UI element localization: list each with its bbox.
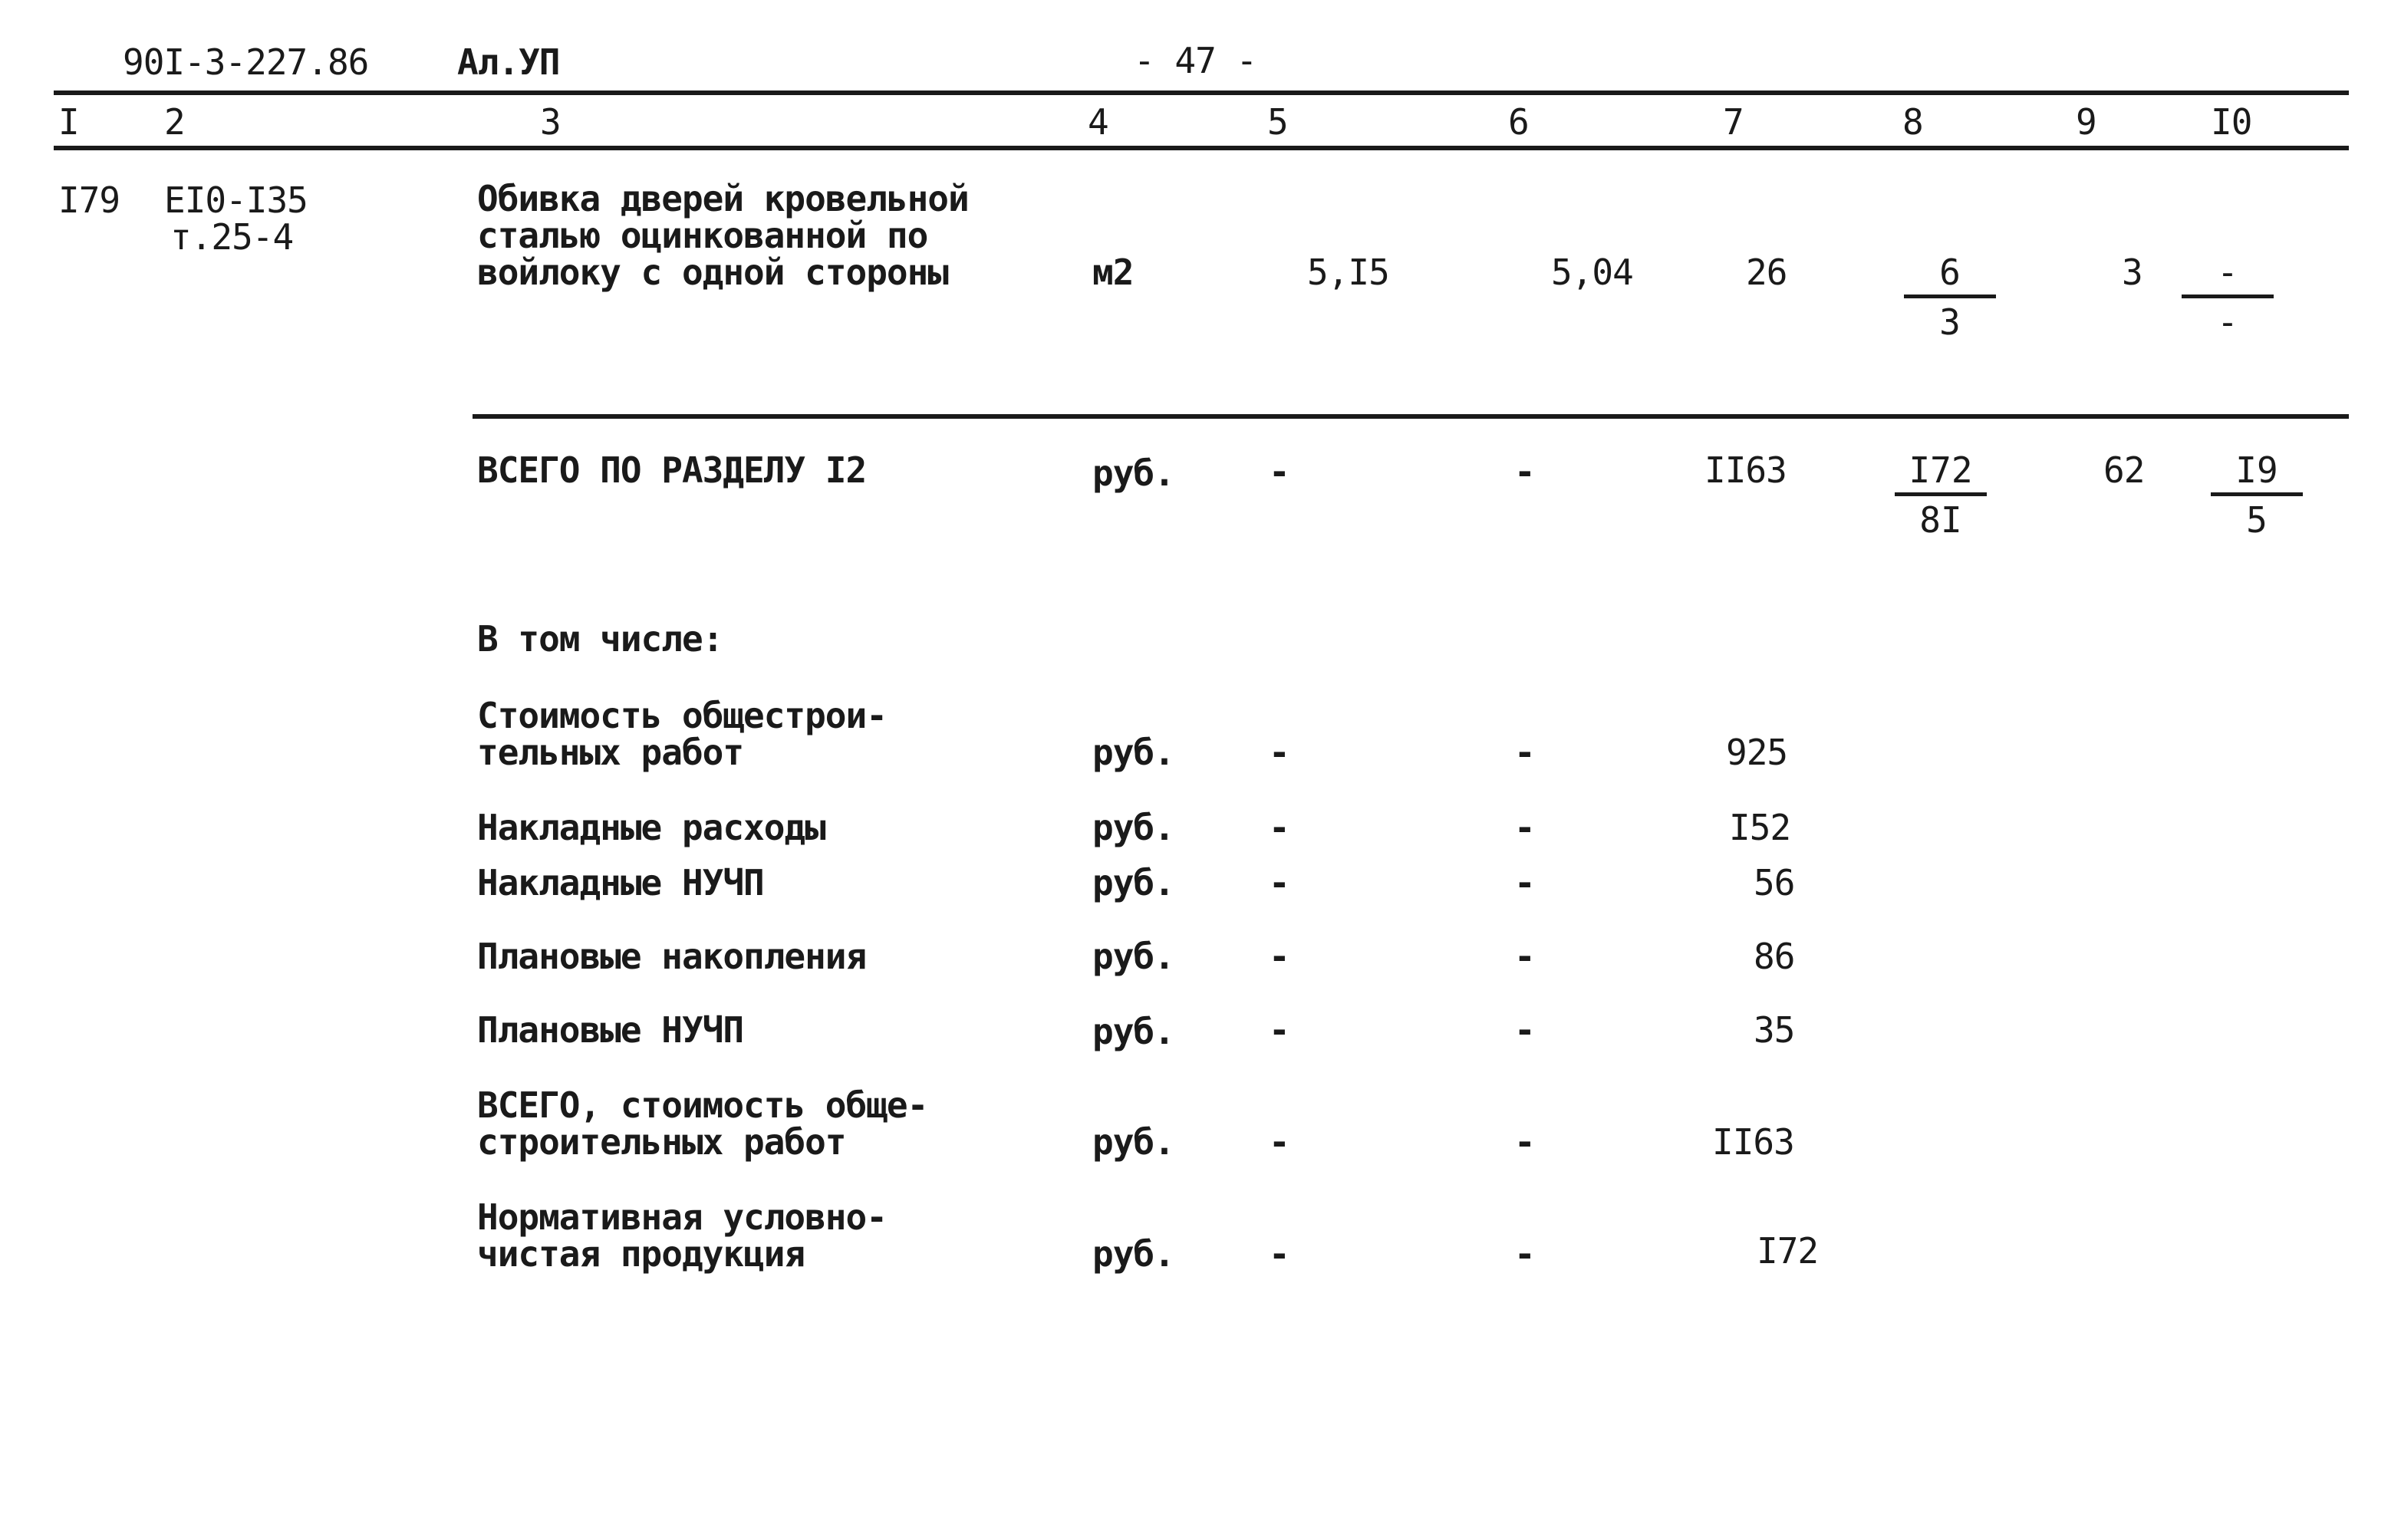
breakdown-label-line1: Плановые НУЧП xyxy=(477,1009,744,1051)
breakdown-col5: - xyxy=(1269,1009,1289,1051)
breakdown-col7: I52 xyxy=(1729,807,1791,848)
item-col5: 5,I5 xyxy=(1307,252,1389,293)
item-col10-denominator: - xyxy=(2217,301,2238,343)
item-description-line3: войлоку с одной стороны xyxy=(477,252,948,293)
breakdown-unit: руб. xyxy=(1092,1233,1174,1275)
col-header-8: 8 xyxy=(1902,101,1923,143)
breakdown-label-line2: строительных работ xyxy=(477,1121,846,1163)
breakdown-col7: 86 xyxy=(1754,936,1795,977)
breakdown-col6: - xyxy=(1514,1009,1535,1051)
total-col5: - xyxy=(1269,451,1289,492)
item-number: I79 xyxy=(58,179,120,221)
breakdown-unit: руб. xyxy=(1092,936,1174,977)
col-header-1: I xyxy=(58,101,79,143)
col-header-5: 5 xyxy=(1267,101,1288,143)
breakdown-col6: - xyxy=(1514,1121,1535,1163)
total-col8-numerator: I72 xyxy=(1895,451,1987,496)
breakdown-label-line2: чистая продукция xyxy=(477,1233,805,1275)
item-code: EI0-I35 xyxy=(164,179,308,221)
item-col8-fraction xyxy=(1904,253,1996,341)
total-col10-denominator: 5 xyxy=(2246,499,2268,541)
item-col8-denominator: 3 xyxy=(1939,301,1961,343)
breakdown-col6: - xyxy=(1514,807,1535,848)
breakdown-label-line1: Плановые накопления xyxy=(477,936,867,977)
item-col10-numerator: - xyxy=(2182,253,2274,298)
item-code-table: т.25-4 xyxy=(170,216,294,258)
breakdown-col5: - xyxy=(1269,1121,1289,1163)
header-rule-bottom xyxy=(54,146,2349,150)
total-col8-denominator: 8I xyxy=(1919,499,1962,541)
doc-code: 90I-3-227.86 xyxy=(123,41,369,83)
item-description-line2: сталью оцинкованной по xyxy=(477,215,928,256)
breakdown-unit: руб. xyxy=(1092,732,1174,773)
breakdown-col5: - xyxy=(1269,807,1289,848)
breakdown-col7: 35 xyxy=(1754,1009,1795,1051)
breakdown-label-line2: тельных работ xyxy=(477,732,744,773)
breakdown-unit: руб. xyxy=(1092,862,1174,903)
total-col8-fraction xyxy=(1895,451,1987,539)
col-header-10: I0 xyxy=(2211,101,2252,143)
breakdown-unit: руб. xyxy=(1092,1121,1174,1163)
breakdown-col5: - xyxy=(1269,732,1289,773)
breakdown-col6: - xyxy=(1514,732,1535,773)
breakdown-col5: - xyxy=(1269,862,1289,903)
breakdown-label-line1: Накладные НУЧП xyxy=(477,862,764,903)
breakdown-label-line1: Стоимость общестрои- xyxy=(477,695,887,736)
item-col8-numerator: 6 xyxy=(1904,253,1996,298)
breakdown-unit: руб. xyxy=(1092,1011,1174,1052)
breakdown-label-line1: ВСЕГО, стоимость обще- xyxy=(477,1084,928,1126)
item-description-line1: Обивка дверей кровельной xyxy=(477,178,969,219)
header-rule-top xyxy=(54,90,2349,95)
album-number: Ал.УП xyxy=(457,41,560,83)
item-col7: 26 xyxy=(1746,252,1787,293)
col-header-7: 7 xyxy=(1723,101,1744,143)
col-header-4: 4 xyxy=(1088,101,1108,143)
col-header-2: 2 xyxy=(164,101,185,143)
total-col6: - xyxy=(1514,451,1535,492)
breakdown-label-line1: Нормативная условно- xyxy=(477,1196,887,1238)
total-label: ВСЕГО ПО РАЗДЕЛУ I2 xyxy=(477,449,867,491)
breakdown-col7: 925 xyxy=(1726,732,1788,773)
col-header-3: 3 xyxy=(540,101,561,143)
breakdown-unit: руб. xyxy=(1092,807,1174,848)
total-unit: руб. xyxy=(1092,452,1174,494)
breakdown-col5: - xyxy=(1269,1233,1289,1275)
col-header-9: 9 xyxy=(2076,101,2096,143)
breakdown-col7: II63 xyxy=(1712,1121,1794,1163)
total-col10-fraction xyxy=(2211,451,2303,539)
breakdown-col6: - xyxy=(1514,862,1535,903)
total-col7: II63 xyxy=(1704,449,1787,491)
page-number: - 47 - xyxy=(1134,40,1257,81)
total-col10-numerator: I9 xyxy=(2211,451,2303,496)
including-label: В том числе: xyxy=(477,618,723,660)
section-rule xyxy=(473,414,2349,419)
item-col6: 5,04 xyxy=(1551,252,1633,293)
breakdown-col5: - xyxy=(1269,936,1289,977)
breakdown-col7: 56 xyxy=(1754,862,1795,903)
item-unit: м2 xyxy=(1092,252,1134,293)
breakdown-col6: - xyxy=(1514,936,1535,977)
total-col9: 62 xyxy=(2103,449,2145,491)
breakdown-col6: - xyxy=(1514,1233,1535,1275)
breakdown-col7: I72 xyxy=(1757,1230,1819,1272)
item-col10-fraction xyxy=(2182,253,2274,341)
breakdown-label-line1: Накладные расходы xyxy=(477,807,825,848)
col-header-6: 6 xyxy=(1508,101,1529,143)
item-col9: 3 xyxy=(2122,252,2142,293)
